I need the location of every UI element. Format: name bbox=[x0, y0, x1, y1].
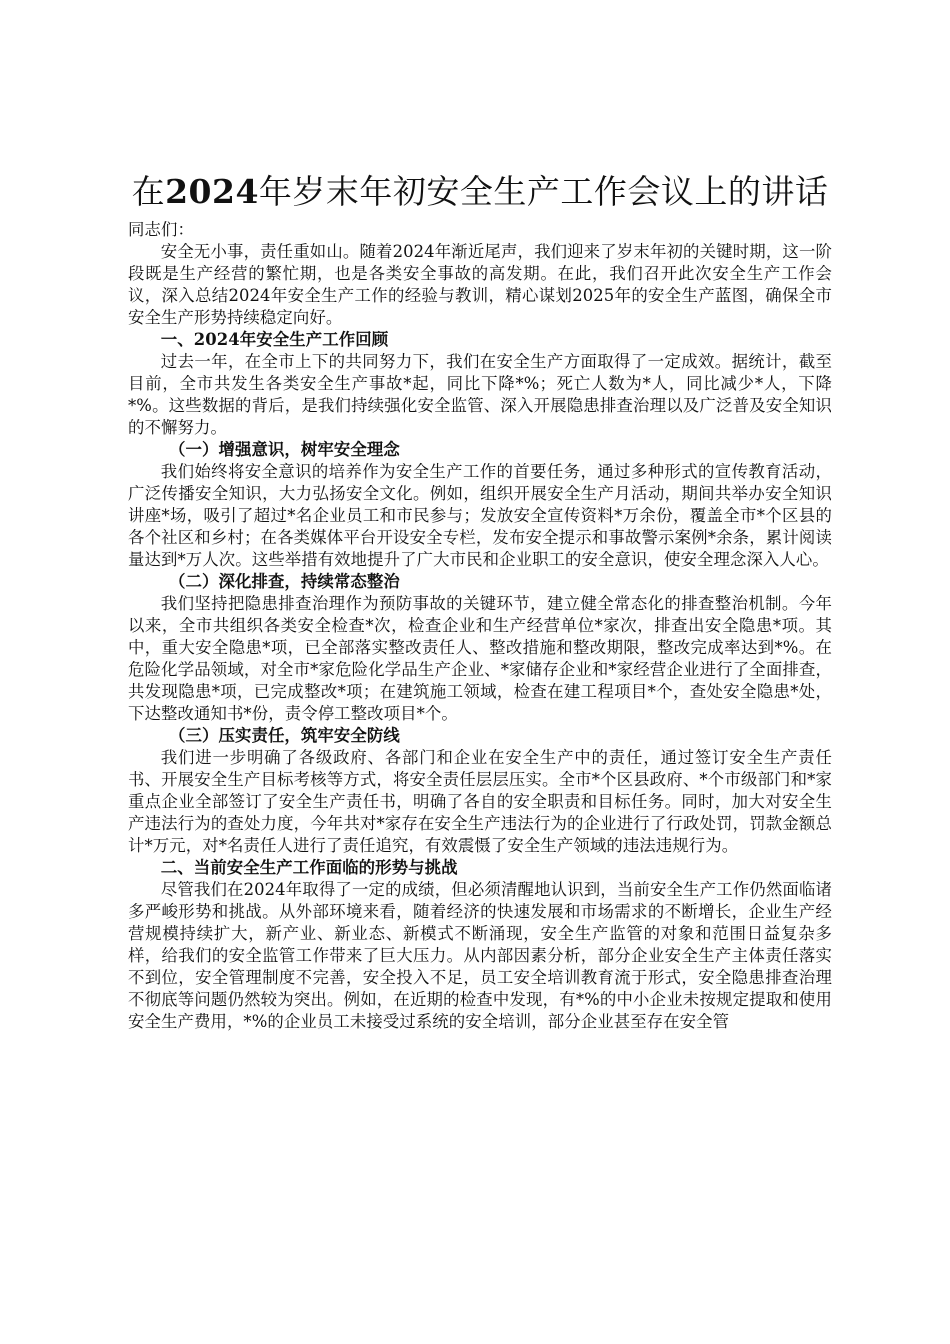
subsection-heading-2: （二）深化排查，持续常态整治 bbox=[169, 572, 400, 591]
subsection-1-paragraph: 我们始终将安全意识的培养作为安全生产工作的首要任务，通过多种形式的宣传教育活动，广泛传播安全知识，大力弘扬安全文化。例如，组织开展安全生产月活动，期间共举办安全知识讲座*场，吸引了超过*名企业员工和市民参与；发放安全宣传资料*万余份，覆盖全市*个区县的各个社区和乡村；在各类媒体平台开设安全专栏，发布安全提示和事故警示案例*余条，累计阅读量达到*万人次。这些举措有效地提升了广大市民和企业职工的安全意识，使安全理念深入人心。 bbox=[128, 462, 832, 569]
document-page bbox=[128, 168, 832, 1033]
salutation: 同志们： bbox=[128, 220, 194, 239]
document-title bbox=[128, 168, 832, 215]
title-prefix: 在 bbox=[131, 172, 166, 211]
section-1-paragraph: 过去一年，在全市上下的共同努力下，我们在安全生产方面取得了一定成效。据统计，截至目前，全市共发生各类安全生产事故*起，同比下降*%；死亡人数为*人，同比减少*人，下降*%。这些数据的背后，是我们持续强化安全监管、深入开展隐患排查治理以及广泛普及安全知识的不懈努力。 bbox=[128, 352, 832, 437]
subsection-heading-3: （三）压实责任，筑牢安全防线 bbox=[169, 726, 400, 745]
section-heading-2: 二、当前安全生产工作面临的形势与挑战 bbox=[160, 858, 458, 877]
section-2-paragraph: 尽管我们在2024年取得了一定的成绩，但必须清醒地认识到，当前安全生产工作仍然面临诸多严峻形势和挑战。从外部环境来看，随着经济的快速发展和市场需求的不断增长，企业生产经营规模持续扩大，新产业、新业态、新模式不断涌现，安全生产监管的对象和范围日益复杂多样，给我们的安全监管工作带来了巨大压力。从内部因素分析，部分企业安全生产主体责任落实不到位，安全管理制度不完善，安全投入不足，员工安全培训教育流于形式，安全隐患排查治理不彻底等问题仍然较为突出。例如，在近期的检查中发现，有*%的中小企业未按规定提取和使用安全生产费用，*%的企业员工未接受过系统的安全培训，部分企业甚至存在安全管 bbox=[128, 880, 832, 1031]
subsection-3-paragraph: 我们进一步明确了各级政府、各部门和企业在安全生产中的责任，通过签订安全生产责任书、开展安全生产目标考核等方式，将安全责任层层压实。全市*个区县政府、*个市级部门和*家重点企业全部签订了安全生产责任书，明确了各自的安全职责和目标任务。同时，加大对安全生产违法行为的查处力度，今年共对*家存在安全生产违法行为的企业进行了行政处罚，罚款金额总计*万元，对*名责任人进行了责任追究，有效震慑了安全生产领域的违法违规行为。 bbox=[128, 748, 832, 855]
title-year: 2024 bbox=[165, 172, 259, 211]
section-heading-1: 一、2024年安全生产工作回顾 bbox=[160, 330, 389, 349]
subsection-2-paragraph: 我们坚持把隐患排查治理作为预防事故的关键环节，建立健全常态化的排查整治机制。今年以来，全市共组织各类安全检查*次，检查企业和生产经营单位*家次，排查出安全隐患*项。其中，重大安全隐患*项，已全部落实整改责任人、整改措施和整改期限，整改完成率达到*%。在危险化学品领域，对全市*家危险化学品生产企业、*家储存企业和*家经营企业进行了全面排查，共发现隐患*项，已完成整改*项；在建筑施工领域，检查在建工程项目*个，查处安全隐患*处，下达整改通知书*份，责令停工整改项目*个。 bbox=[128, 594, 832, 723]
subsection-heading-1: （一）增强意识，树牢安全理念 bbox=[169, 440, 400, 459]
title-suffix: 年岁末年初安全生产工作会议上的讲话 bbox=[258, 172, 829, 211]
document-body bbox=[128, 219, 832, 1033]
intro-paragraph: 安全无小事，责任重如山。随着2024年渐近尾声，我们迎来了岁末年初的关键时期，这一阶段既是生产经营的繁忙期，也是各类安全事故的高发期。在此，我们召开此次安全生产工作会议，深入总结2024年安全生产工作的经验与教训，精心谋划2025年的安全生产蓝图，确保全市安全生产形势持续稳定向好。 bbox=[128, 242, 832, 327]
